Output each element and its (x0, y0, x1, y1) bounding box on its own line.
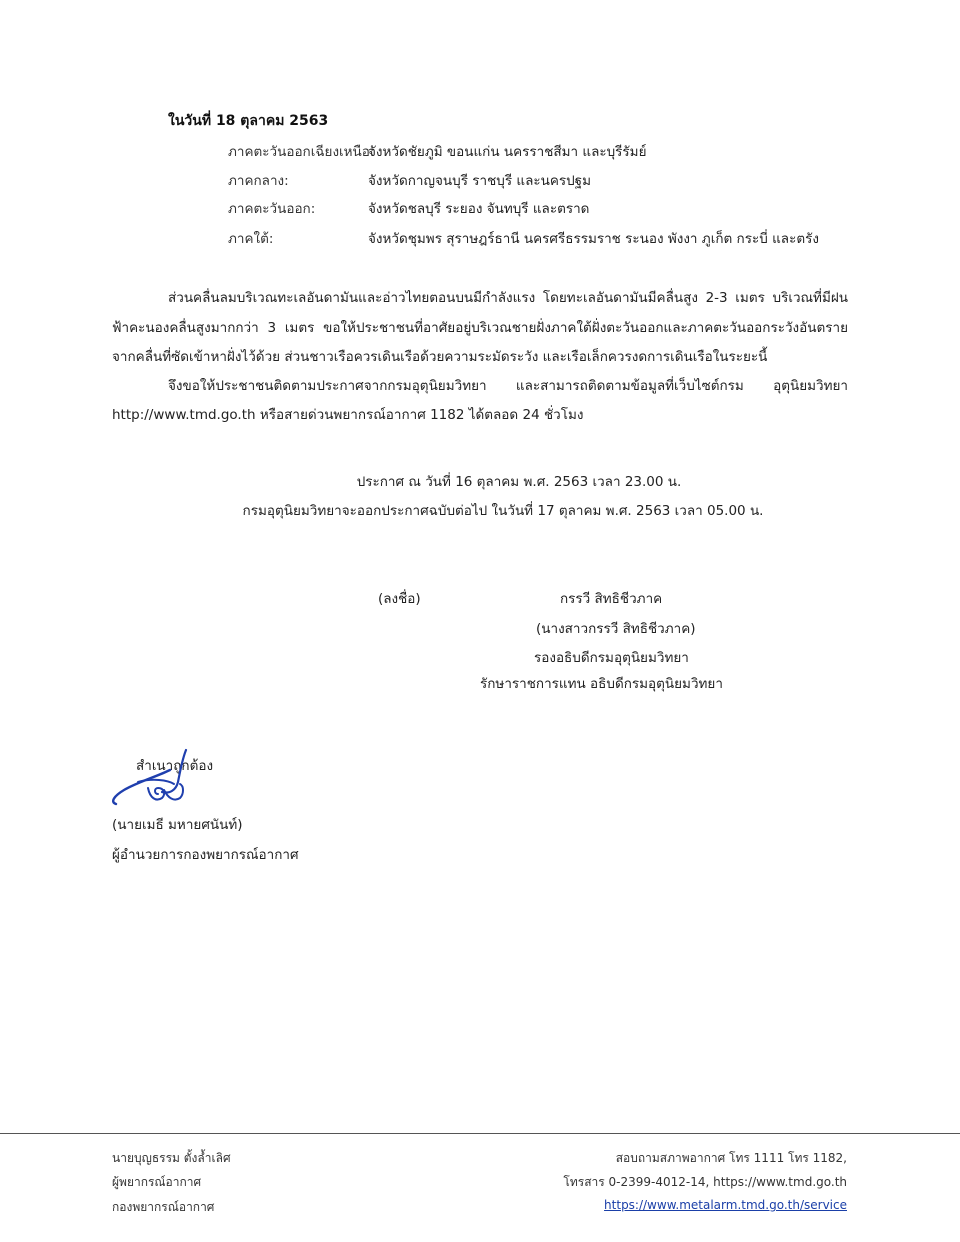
region-label: ภาคตะวันออก: (228, 201, 316, 217)
announcement-issued: ประกาศ ณ วันที่ 16 ตุลาคม พ.ศ. 2563 เวลา 23.00 น. (356, 474, 682, 490)
region-provinces: จังหวัดชัยภูมิ ขอนแก่น นครราชสีมา และบุรีรัมย์ (368, 144, 647, 160)
signatory-acting-title: รักษาราชการแทน อธิบดีกรมอุตุนิยมวิทยา (480, 676, 723, 692)
region-provinces: จังหวัดชุมพร สุราษฎร์ธานี นครศรีธรรมราช ระนอง พังงา ภูเก็ต กระบี่ และตรัง (368, 231, 819, 247)
region-label: ภาคตะวันออกเฉียงเหนือ: (228, 144, 375, 160)
region-provinces: จังหวัดกาญจนบุรี ราชบุรี และนครปฐม (368, 173, 592, 189)
signatory-full-name: (นางสาวกรรวี สิทธิชีวภาค) (536, 621, 696, 637)
paragraph-line: ฟ้าคะนองคลื่นสูงมากกว่า 3 เมตร ขอให้ประชาชนที่อาศัยอยู่บริเวณชายฝั่งภาคใต้ฝั่งตะวันออกและภาคตะวันออกระวังอันตราย (112, 320, 848, 336)
certified-copy-name: (นายเมธี มหายศนันท์) (112, 817, 243, 833)
forecaster-name: นายบุญธรรม ตั้งล้ำเลิศ (112, 1151, 231, 1165)
forecaster-title: ผู้พยากรณ์อากาศ (112, 1175, 202, 1189)
contact-phone: สอบถามสภาพอากาศ โทร 1111 โทร 1182, (615, 1151, 847, 1165)
paragraph-line: จากคลื่นที่ซัดเข้าหาฝั่งไว้ด้วย ส่วนชาวเรือควรเดินเรือด้วยความระมัดระวัง และเรือเล็กควรงดการเดินเรือในระยะนี้ (112, 349, 768, 365)
handwritten-signature-icon (108, 746, 198, 808)
forecaster-division: กองพยากรณ์อากาศ (112, 1200, 215, 1214)
contact-fax-website: โทรสาร 0-2399-4012-14, https://www.tmd.go.th (563, 1175, 847, 1189)
certified-copy-title: ผู้อำนวยการกองพยากรณ์อากาศ (112, 847, 299, 863)
region-provinces: จังหวัดชลบุรี ระยอง จันทบุรี และตราด (368, 201, 590, 217)
metalarm-service-link[interactable]: https://www.metalarm.tmd.go.th/service (604, 1198, 847, 1212)
region-label: ภาคใต้: (228, 231, 274, 247)
signature-name: กรรวี สิทธิชีวภาค (560, 591, 663, 607)
date-heading: ในวันที่ 18 ตุลาคม 2563 (168, 113, 329, 129)
certified-copy-label: สำเนาถูกต้อง (136, 758, 214, 774)
region-label: ภาคกลาง: (228, 173, 289, 189)
signed-label: (ลงชื่อ) (378, 591, 421, 607)
footer-divider (0, 1133, 960, 1134)
signatory-title: รองอธิบดีกรมอุตุนิยมวิทยา (534, 650, 689, 666)
paragraph-line: ส่วนคลื่นลมบริเวณทะเลอันดามันและอ่าวไทยตอนบนมีกำลังแรง โดยทะเลอันดามันมีคลื่นสูง 2-3 เมตร บริเวณที่มีฝน (168, 290, 848, 306)
paragraph-line: http://www.tmd.go.th หรือสายด่วนพยากรณ์อากาศ 1182 ได้ตลอด 24 ชั่วโมง (112, 407, 584, 423)
paragraph-line: จึงขอให้ประชาชนติดตามประกาศจากกรมอุตุนิยมวิทยา และสามารถติดตามข้อมูลที่เว็บไซต์กรม อุตุนิยมวิทยา (168, 378, 848, 394)
announcement-next-issue: กรมอุตุนิยมวิทยาจะออกประกาศฉบับต่อไป ในวันที่ 17 ตุลาคม พ.ศ. 2563 เวลา 05.00 น. (242, 503, 764, 519)
